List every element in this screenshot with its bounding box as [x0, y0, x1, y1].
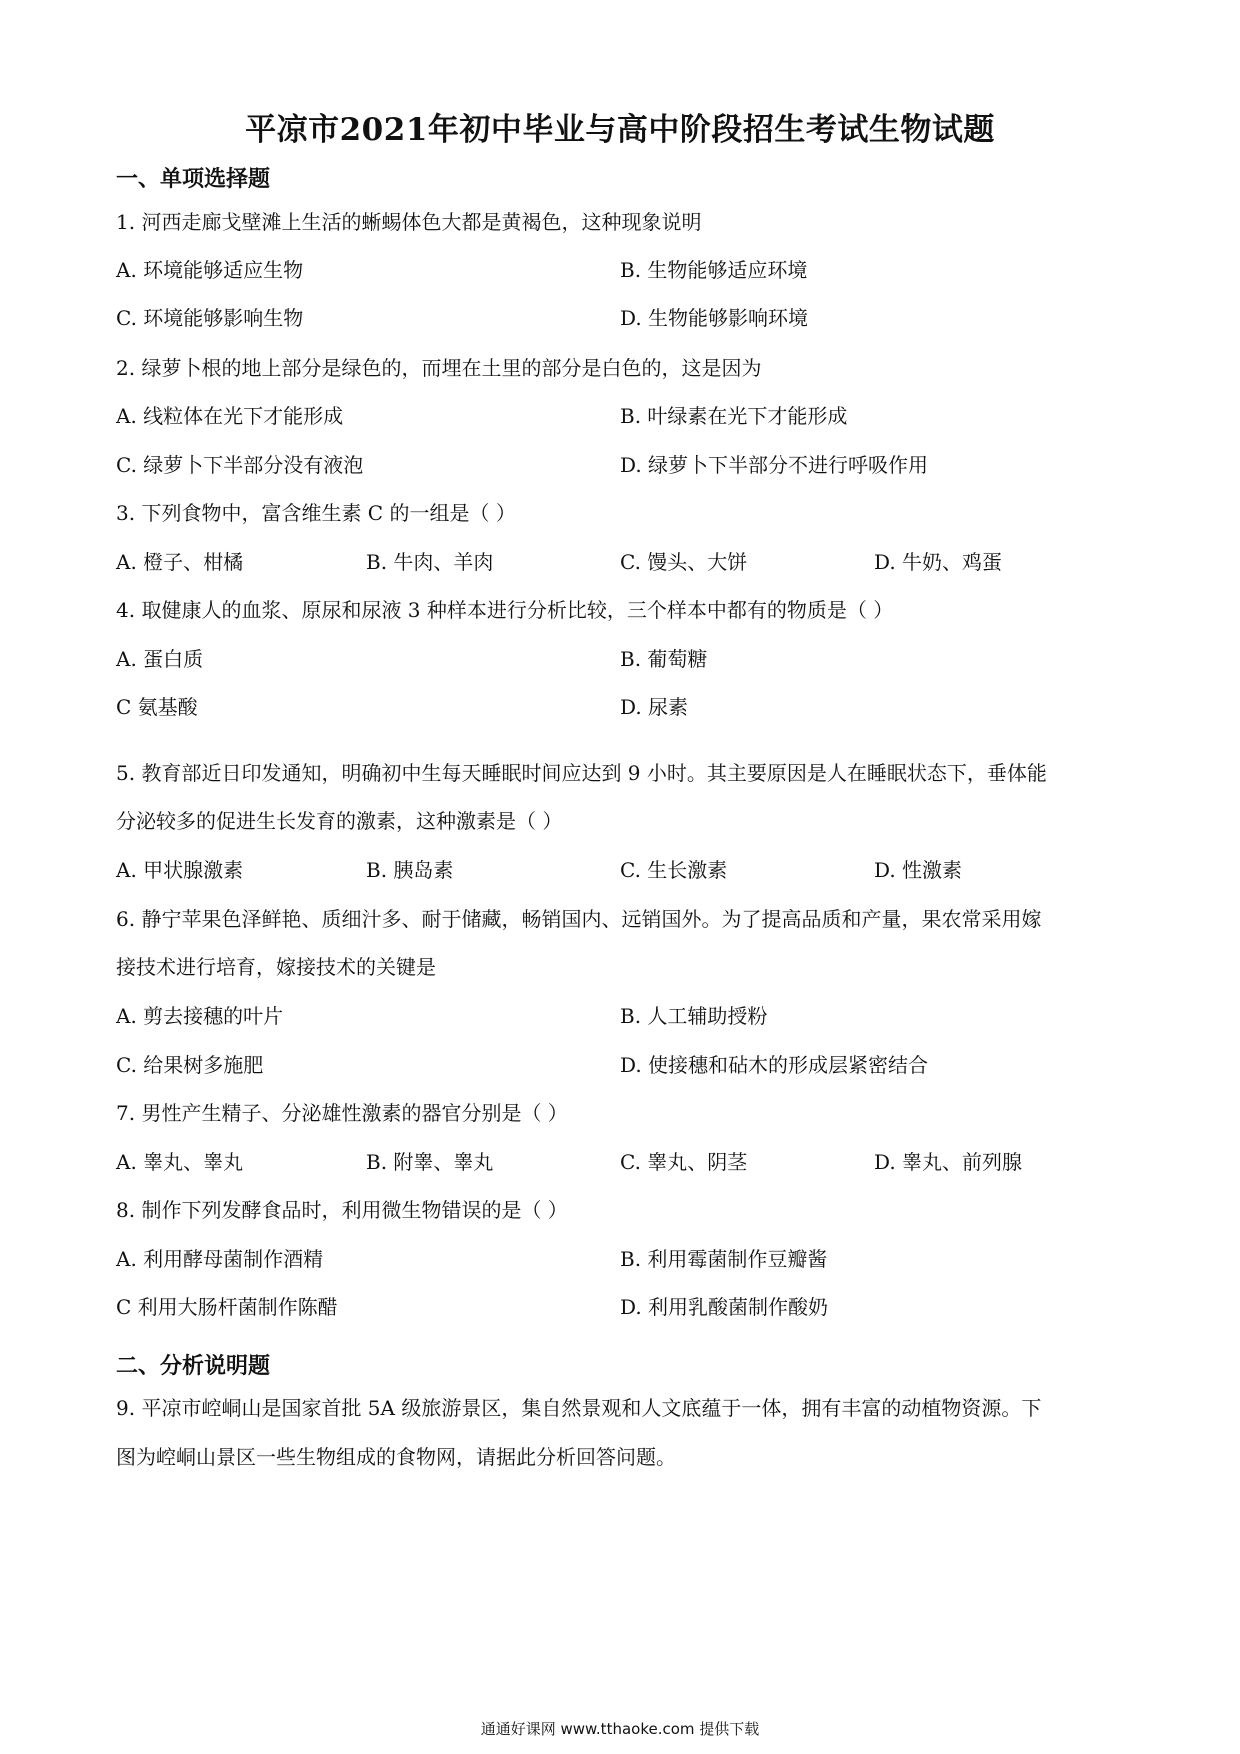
question-5-stem-line2: 分泌较多的促进生长发育的激素，这种激素是（ ） [116, 809, 563, 833]
question-7-stem: 7. 男性产生精子、分泌雄性激素的器官分别是（ ） [116, 1101, 568, 1125]
question-4-option-c: C 氨基酸 [116, 695, 198, 719]
question-7-option-c: C. 睾丸、阴茎 [620, 1150, 748, 1174]
question-7-option-d: D. 睾丸、前列腺 [874, 1150, 1023, 1174]
question-1-option-d: D. 生物能够影响环境 [620, 306, 809, 330]
question-6-option-b: B. 人工辅助授粉 [620, 1004, 768, 1028]
question-1-option-c: C. 环境能够影响生物 [116, 306, 304, 330]
question-5-stem-line1: 5. 教育部近日印发通知，明确初中生每天睡眠时间应达到 9 小时。其主要原因是人在睡眠状态下，垂体能 [116, 761, 1047, 785]
section-heading-choice: 一、单项选择题 [116, 166, 271, 192]
question-5-option-a: A. 甲状腺激素 [116, 858, 244, 882]
question-7-option-b: B. 附睾、睾丸 [366, 1150, 494, 1174]
question-6-option-d: D. 使接穗和砧木的形成层紧密结合 [620, 1053, 929, 1077]
question-3-option-d: D. 牛奶、鸡蛋 [874, 550, 1003, 574]
question-8-option-b: B. 利用霉菌制作豆瓣酱 [620, 1247, 828, 1271]
question-5-option-b: B. 胰岛素 [366, 858, 454, 882]
question-2-option-a: A. 线粒体在光下才能形成 [116, 404, 344, 428]
question-6-option-a: A. 剪去接穗的叶片 [116, 1004, 284, 1028]
question-6-stem-line1: 6. 静宁苹果色泽鲜艳、质细汁多、耐于储藏，畅销国内、远销国外。为了提高品质和产量，果农常采用嫁 [116, 907, 1042, 931]
question-3-option-a: A. 橙子、柑橘 [116, 550, 244, 574]
question-4-stem: 4. 取健康人的血浆、原尿和尿液 3 种样本进行分析比较，三个样本中都有的物质是（ ） [116, 598, 894, 622]
question-8-option-a: A. 利用酵母菌制作酒精 [116, 1247, 324, 1271]
question-3-option-c: C. 馒头、大饼 [620, 550, 748, 574]
question-8-stem: 8. 制作下列发酵食品时，利用微生物错误的是（ ） [116, 1198, 568, 1222]
question-2-stem: 2. 绿萝卜根的地上部分是绿色的，而埋在土里的部分是白色的，这是因为 [116, 356, 762, 380]
question-8-option-c: C 利用大肠杆菌制作陈醋 [116, 1295, 338, 1319]
page-title: 平凉市2021年初中毕业与高中阶段招生考试生物试题 [245, 112, 995, 148]
question-2-option-b: B. 叶绿素在光下才能形成 [620, 404, 848, 428]
question-8-option-d: D. 利用乳酸菌制作酸奶 [620, 1295, 829, 1319]
question-1-stem: 1. 河西走廊戈壁滩上生活的蜥蜴体色大都是黄褐色，这种现象说明 [116, 210, 702, 234]
question-4-option-d: D. 尿素 [620, 695, 689, 719]
question-4-option-a: A. 蛋白质 [116, 647, 204, 671]
question-9-stem-line2: 图为崆峒山景区一些生物组成的食物网，请据此分析回答问题。 [116, 1445, 676, 1469]
question-7-option-a: A. 睾丸、睾丸 [116, 1150, 244, 1174]
question-5-option-c: C. 生长激素 [620, 858, 728, 882]
question-3-option-b: B. 牛肉、羊肉 [366, 550, 494, 574]
question-6-option-c: C. 给果树多施肥 [116, 1053, 264, 1077]
question-2-option-c: C. 绿萝卜下半部分没有液泡 [116, 453, 364, 477]
question-2-option-d: D. 绿萝卜下半部分不进行呼吸作用 [620, 453, 929, 477]
page-footer: 通通好课网 www.tthaoke.com 提供下载 [480, 1720, 760, 1738]
question-3-stem: 3. 下列食物中，富含维生素 C 的一组是（ ） [116, 501, 516, 525]
question-6-stem-line2: 接技术进行培育，嫁接技术的关键是 [116, 955, 436, 979]
question-1-option-b: B. 生物能够适应环境 [620, 258, 808, 282]
question-4-option-b: B. 葡萄糖 [620, 647, 708, 671]
question-5-option-d: D. 性激素 [874, 858, 963, 882]
section-heading-analysis: 二、分析说明题 [116, 1353, 271, 1379]
question-9-stem-line1: 9. 平凉市崆峒山是国家首批 5A 级旅游景区，集自然景观和人文底蕴于一体，拥有丰富的动植物资源。下 [116, 1396, 1042, 1420]
question-1-option-a: A. 环境能够适应生物 [116, 258, 304, 282]
